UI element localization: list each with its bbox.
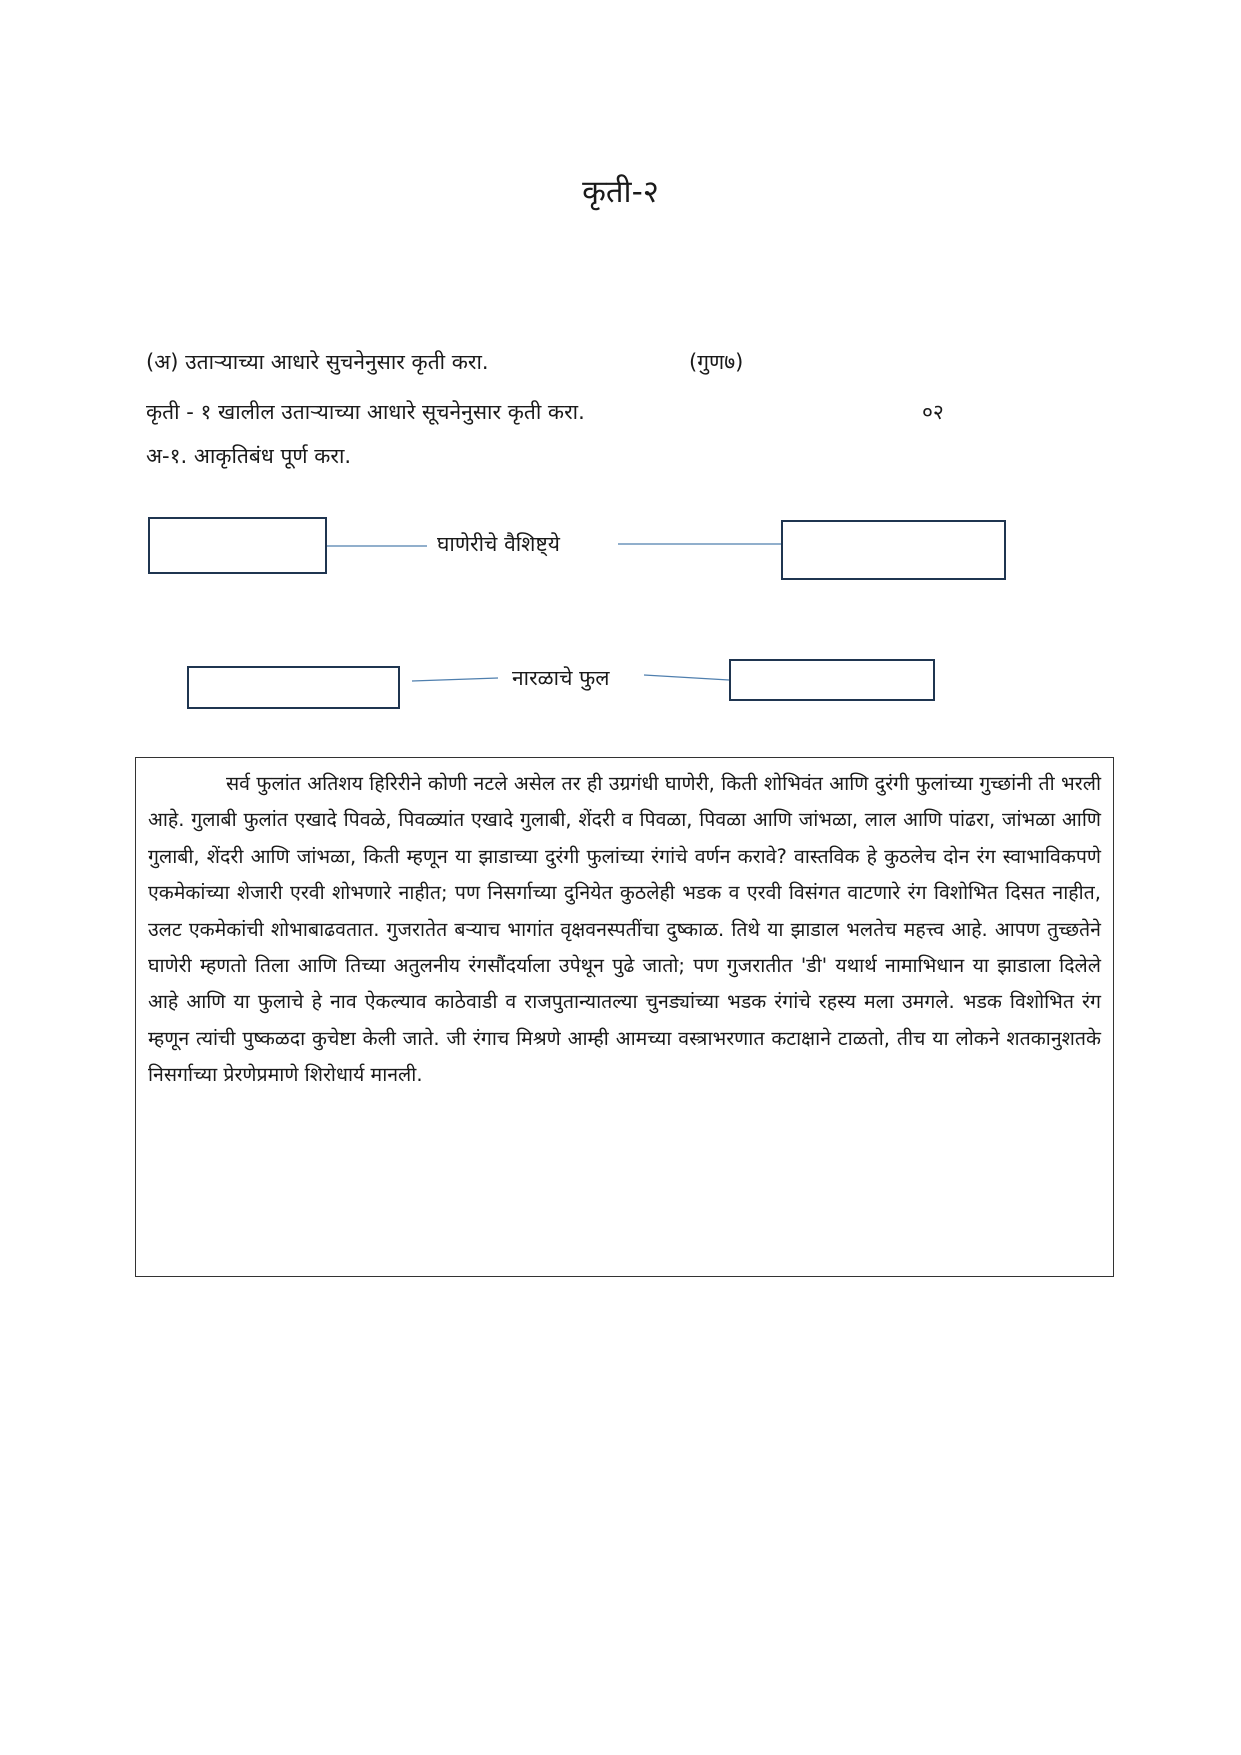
diagram-2-left-connector xyxy=(412,678,498,681)
subtask-line: अ-१. आकृतिबंध पूर्ण करा. xyxy=(146,444,352,468)
diagram-1-center-label: घाणेरीचे वैशिष्ट्ये xyxy=(437,532,560,556)
passage-box xyxy=(135,757,1114,1277)
diagram-2-center-label: नारळाचे फुल xyxy=(512,666,610,690)
page-title: कृती-२ xyxy=(582,174,659,210)
passage-text: सर्व फुलांत अतिशय हिरिरीने कोणी नटले असेल तर ही उग्रगंधी घाणेरी, किती शोभिवंत आणि दुरंगी फुलांच्या गुच्छांनी ती भरली आहे. गुलाबी फुलांत एखादे पिवळे, पिवळ्यांत एखादे गुलाबी, शेंदरी व पिवळा, पिवळा आणि जांभळा, लाल आणि पांढरा, जांभळा आणि गुलाबी, शेंदरी आणि जांभळा, किती म्हणून या झाडाच्या दुरंगी फुलांच्या रंगांचे वर्णन करावे? वास्तविक हे कुठलेच दोन रंग स्वाभाविकपणे एकमेकांच्या शेजारी एरवी शोभणारे नाहीत; पण निसर्गाच्या दुनियेत कुठलेही भडक व एरवी विसंगत वाटणारे रंग विशोभित दिसत नाहीत, उलट एकमेकांची शोभाबाढवतात. गुजरातेत बऱ्याच भागांत वृक्षवनस्पतींचा दुष्काळ. तिथे या झाडाल भलतेच महत्त्व आहे. आपण तुच्छतेने घाणेरी म्हणतो तिला आणि तिच्या अतुलनीय रंगसौंदर्याला उपेथून पुढे जातो; पण गुजरातीत 'डी' यथार्थ नामाभिधान या झाडाला दिलेले आहे आणि या फुलाचे हे नाव ऐकल्याव काठेवाडी व राजपुतान्यातल्या चुनड्यांच्या भडक रंगांचे रहस्य मला उमगले. भडक विशोभित रंग म्हणून त्यांची पुष्कळदा कुचेष्टा केली जाते. जी रंगाच मिश्रणे आम्ही आमच्या वस्त्राभरणात कटाक्षाने टाळतो, तीच या लोकने शतकानुशतके निसर्गाच्या प्रेरणेप्रमाणे शिरोधार्य मानली. xyxy=(148,772,1101,1087)
task-line: कृती - १ खालील उताऱ्याच्या आधारे सूचनेनुसार कृती करा. xyxy=(146,400,585,424)
task-marks: ०२ xyxy=(922,400,944,424)
section-marks: (गुण७) xyxy=(689,350,744,374)
diagram-2-left-box[interactable] xyxy=(187,666,400,709)
diagram-2-right-connector xyxy=(644,675,729,680)
diagram-2-right-box[interactable] xyxy=(729,659,935,701)
diagram-1-left-box[interactable] xyxy=(148,517,327,574)
diagram-1-right-box[interactable] xyxy=(781,520,1006,580)
section-heading: (अ) उताऱ्याच्या आधारे सुचनेनुसार कृती करा. xyxy=(146,350,489,374)
